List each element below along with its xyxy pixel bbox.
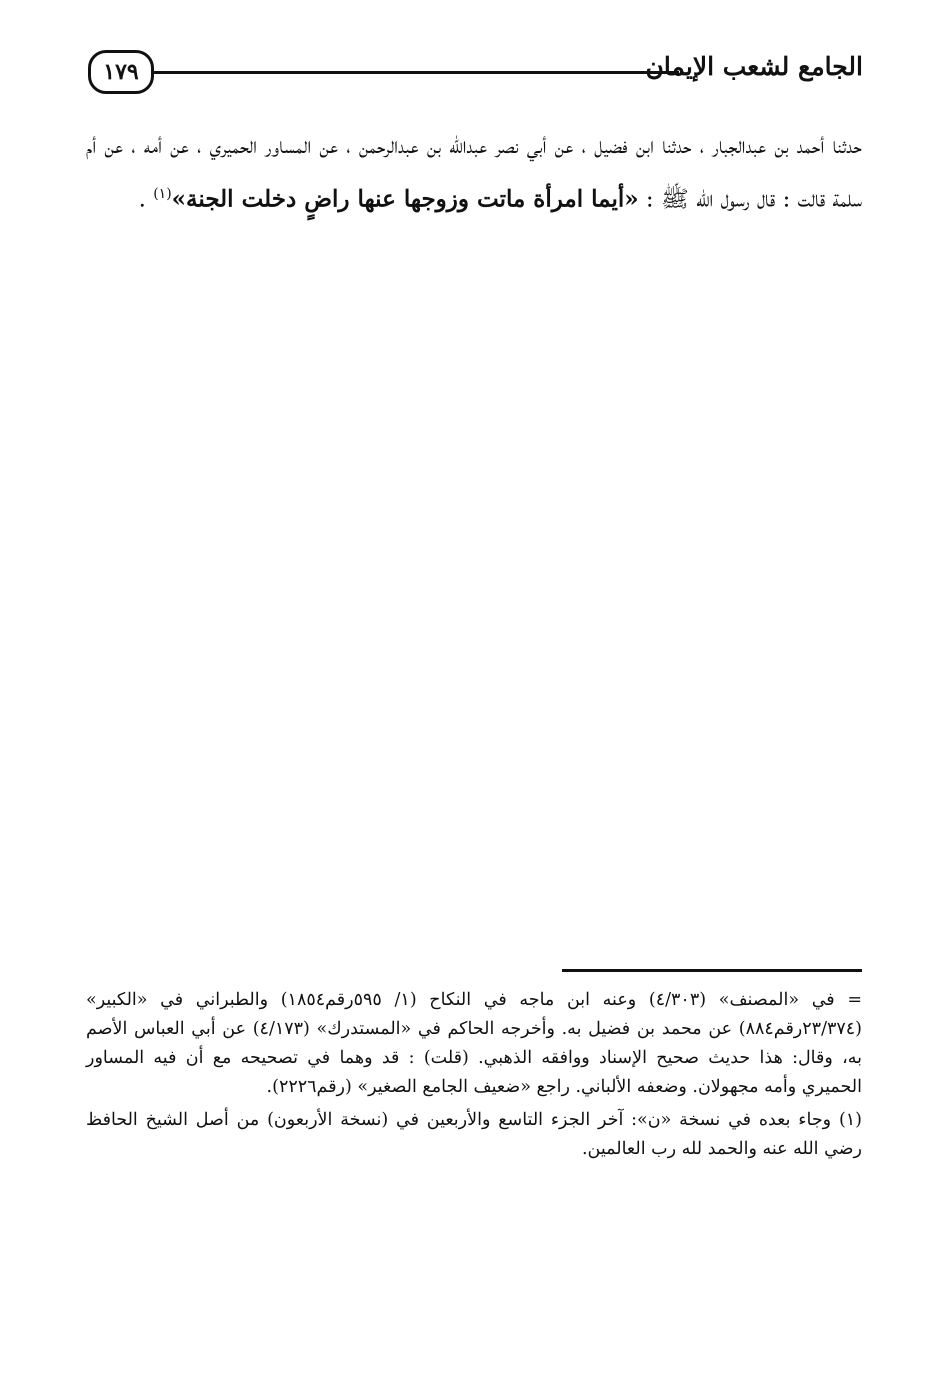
end-mark: .: [138, 186, 154, 213]
footnote-1: (١) وجاء بعده في نسخة «ن»: آخر الجزء التاسع والأربعين في (نسخة الأربعون) من أصل الشيخ الحافظ رضي الله عنه والحمد لله رب العالمين.: [86, 1110, 862, 1159]
footnote-continued: = في «المصنف» (٤/٣٠٣) وعنه ابن ماجه في النكاح (١/ ٥٩٥رقم١٨٥٤) والطبراني في «الكبير» (٢٣/٣٧٤رقم٨٨٤) عن محمد بن فضيل به. وأخرجه الحاكم في «المستدرك» (٤/١٧٣) عن أبي العباس الأصم به، وقال: هذا حديث صحيح الإسناد ووافقه الذهبي. (قلت) : قد وهما في تصحيحه مع أن فيه المساور الحميري وأمه مجهولان. وضعفه الألباني. راجع «ضعيف الجامع الصغير» (رقم٢٢٢٦).: [86, 990, 862, 1097]
page-number: ١٧٩: [103, 59, 139, 85]
book-title: الجامع لشعب الإيمان: [645, 52, 863, 81]
main-text: [86, 122, 862, 224]
hadith-quote: «أيما امرأة ماتت وزوجها عنها راضٍ دخلت الجنة»: [171, 185, 639, 213]
footnote-rule: [562, 969, 862, 972]
isnad-text: حدثنا أحمد بن عبدالجبار ، حدثنا ابن فضيل ، عن أبي نصر عبدالله بن عبدالرحمن ، عن المساور الحميري ، عن أمه ، عن أم سلمة قالت : قال رسول الله ﷺ :: [86, 133, 862, 213]
footnote-ref: (١): [153, 186, 172, 202]
footnotes: [86, 986, 862, 1168]
page-number-badge: [88, 50, 154, 94]
header-rule: [154, 71, 679, 74]
page-header: [88, 46, 863, 104]
